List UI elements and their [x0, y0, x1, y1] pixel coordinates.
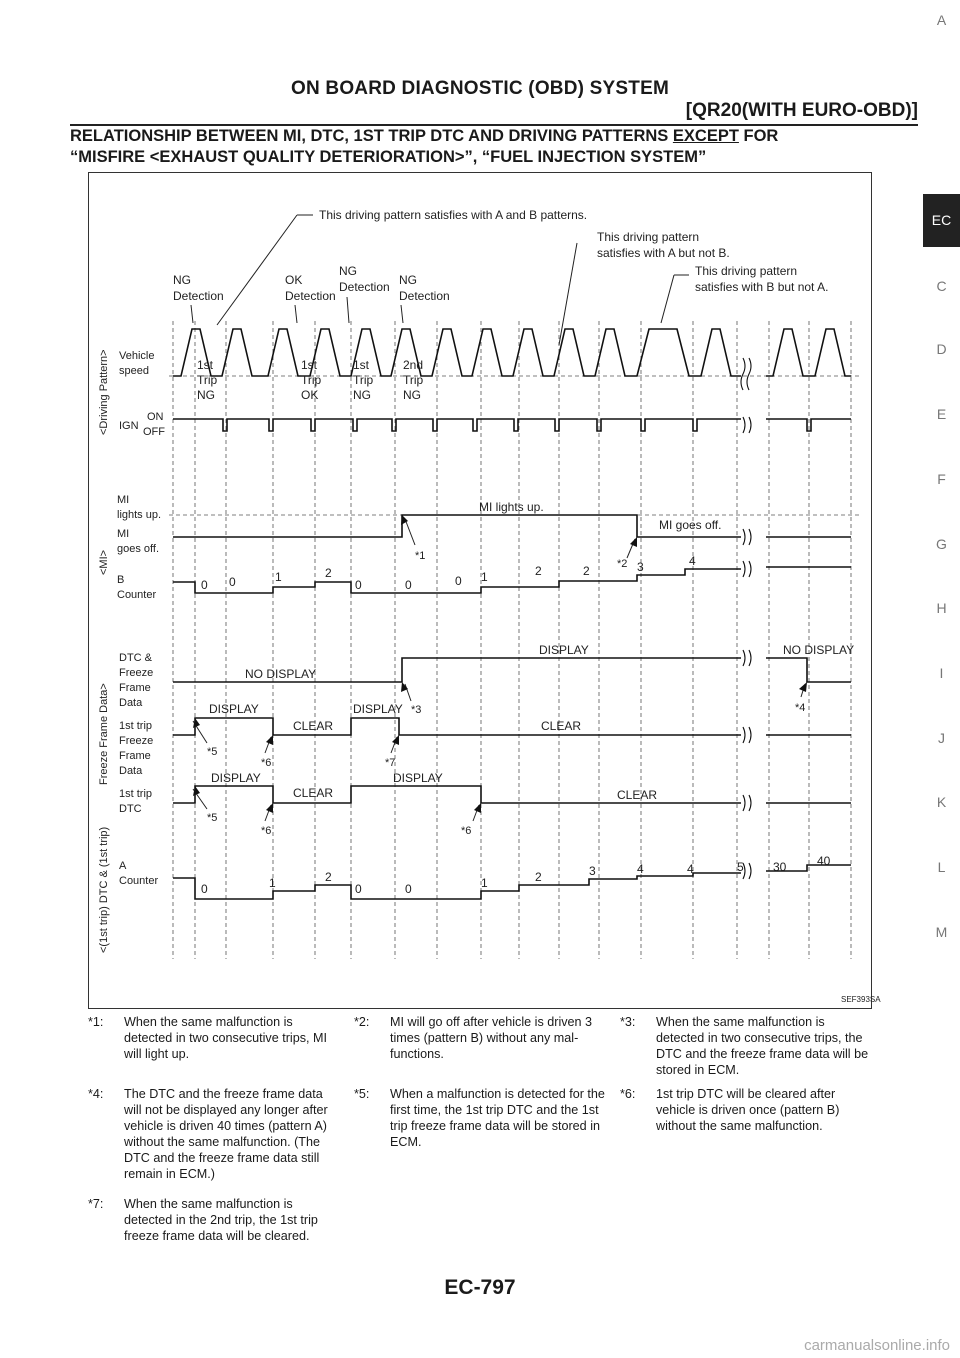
trip-2-a: 1st [301, 358, 318, 372]
group-label-driving: <Driving Pattern> [98, 349, 110, 435]
trip-1-b: Trip [197, 373, 218, 387]
page-header-subtitle: [QR20(WITH EURO-OBD)] [685, 100, 918, 121]
note-2-arrowhead [630, 537, 637, 547]
trip-3-c: NG [353, 388, 371, 402]
trip-3-b: Trip [353, 373, 374, 387]
detection-1-a: NG [173, 273, 191, 287]
note-4-text: The DTC and the freeze frame data will not be displayed any longer after vehicle is driven 40 times (pattern A) without the same malfunction. (The DTC and the freeze frame data still remain in ECM.) [124, 1087, 328, 1181]
side-index-g[interactable]: G [936, 536, 947, 552]
a-counter-value: 1 [481, 876, 488, 890]
row-label-ft-ffd-4: Data [119, 765, 143, 777]
b-counter-value: 0 [455, 574, 462, 588]
detection-3-b: Detection [339, 280, 390, 294]
section-title-except: EXCEPT [672, 127, 739, 145]
callout-a-not-b-2: satisfies with A but not B. [597, 246, 730, 260]
b-counter-value: 4 [689, 554, 696, 568]
side-index-i[interactable]: I [939, 665, 944, 681]
note-6b-mark: *6 [261, 825, 272, 837]
timing-diagram [89, 173, 881, 1010]
detection-2-b: Detection [285, 289, 336, 303]
break-dtc [743, 650, 751, 666]
note-7-text: When the same malfunction is detected in the 2nd trip, the 1st trip freeze frame data will be cleared. [124, 1197, 318, 1243]
note-1-key: *1: [88, 1015, 104, 1029]
detection-3-arrow [347, 297, 349, 323]
trip-1-a: 1st [197, 358, 214, 372]
note-5a-arrowhead [193, 718, 200, 728]
detection-4-a: NG [399, 273, 417, 287]
row-label-mi-off-2: goes off. [117, 543, 159, 555]
watermark: carmanualsonline.info [804, 1337, 950, 1354]
detection-4-arrow [401, 305, 403, 323]
side-index-a[interactable]: A [936, 12, 947, 28]
row-label-dtc-ffd-4: Data [119, 697, 143, 709]
group-label-mi: <MI> [98, 549, 110, 575]
note-3-key: *3: [620, 1015, 636, 1029]
trip-4-c: NG [403, 388, 421, 402]
note-7-arrowhead [392, 735, 399, 745]
row-label-mi-off-1: MI [117, 528, 130, 540]
b-counter-value: 2 [325, 566, 332, 580]
break-a [743, 863, 751, 879]
row-label-ft-dtc-1: 1st trip [119, 788, 153, 800]
ft-dtc-display-1: DISPLAY [211, 771, 261, 785]
note-6a-mark: *6 [261, 757, 272, 769]
row-label-ft-ffd-3: Frame [119, 750, 151, 762]
note-6c-arrowhead [474, 803, 481, 813]
ign-waveform [173, 419, 851, 431]
trip-4-b: Trip [403, 373, 424, 387]
note-4-arrowhead [799, 682, 807, 692]
a-counter-value: 30 [773, 860, 787, 874]
mi-waveform [173, 515, 851, 537]
note-5a-mark: *5 [207, 746, 218, 758]
a-counter-value: 3 [589, 864, 596, 878]
ft-dtc-display-2: DISPLAY [393, 771, 443, 785]
note-3-mark: *3 [411, 704, 422, 716]
ft-dtc-clear-2: CLEAR [617, 788, 658, 802]
a-counter-value: 2 [535, 870, 542, 884]
row-label-dtc-ffd-2: Freeze [119, 667, 154, 679]
row-label-b-counter-2: Counter [117, 589, 157, 601]
group-label-freeze: Freeze Frame Data> [98, 683, 110, 785]
a-counter-value: 5 [737, 860, 744, 874]
row-label-a-counter-1: A [119, 860, 127, 872]
note-6-text: 1st trip DTC will be cleared after vehicle is driven once (pattern B) without the same malfunction. [656, 1087, 840, 1133]
note-1-text: When the same malfunction is detected in two consecutive trips, MI will light up. [124, 1015, 327, 1061]
dtc-ffd-display: DISPLAY [539, 643, 589, 657]
timing-diagram-figure [88, 172, 881, 1009]
a-counter-value: 2 [325, 870, 332, 884]
note-2-key: *2: [354, 1015, 370, 1029]
ft-ffd-clear-1: CLEAR [293, 719, 334, 733]
b-counter-value: 0 [201, 578, 208, 592]
detection-4-b: Detection [399, 289, 450, 303]
reference-lines [169, 376, 859, 515]
section-title [70, 126, 870, 168]
a-counter-value: 0 [405, 882, 412, 896]
detection-2-a: OK [285, 273, 303, 287]
row-label-b-counter-1: B [117, 574, 125, 586]
trip-3-a: 1st [353, 358, 370, 372]
note-6-key: *6: [620, 1087, 636, 1101]
note-6c-mark: *6 [461, 825, 472, 837]
section-title-part1: RELATIONSHIP BETWEEN MI, DTC, 1ST TRIP DTC AND DRIVING PATTERNS [70, 127, 673, 145]
row-label-dtc-ffd-3: Frame [119, 682, 151, 694]
side-index-j[interactable]: J [938, 730, 945, 746]
page-number: EC-797 [444, 1276, 516, 1299]
detection-1-arrow [191, 305, 193, 323]
a-counter-value: 40 [817, 854, 831, 868]
note-5b-arrowhead [193, 786, 200, 796]
note-5b-mark: *5 [207, 812, 218, 824]
ft-ffd-waveform [173, 718, 851, 735]
a-counter-value: 0 [201, 882, 208, 896]
break-ftffd [743, 727, 751, 743]
vehicle-speed-waveform [173, 329, 851, 376]
ft-dtc-waveform [173, 786, 851, 803]
break-ign [743, 417, 751, 433]
trip-4-a: 2nd [403, 358, 424, 372]
trip-2-b: Trip [301, 373, 322, 387]
break-marks [741, 358, 751, 879]
dtc-ffd-no-display-1: NO DISPLAY [245, 667, 317, 681]
row-label-ign: IGN [119, 420, 139, 432]
callout-ab-leader2 [217, 215, 297, 325]
side-index-l[interactable]: L [937, 859, 946, 875]
side-index-d[interactable]: D [936, 341, 947, 357]
b-counter-value: 1 [481, 570, 488, 584]
ft-ffd-display-2: DISPLAY [353, 702, 403, 716]
note-5-text: When a malfunction is detected for the first time, the 1st trip DTC and the 1st trip freeze frame data will be stored in ECM. [390, 1087, 605, 1149]
a-counter-value: 4 [687, 862, 694, 876]
side-index-e[interactable]: E [936, 406, 947, 422]
callout-b-not-a-1: This driving pattern [695, 264, 798, 278]
note-3-leader [405, 684, 411, 701]
b-counter-value: 2 [583, 564, 590, 578]
callout-b-not-a-2: satisfies with B but not A. [695, 280, 829, 294]
side-index-f[interactable]: F [937, 471, 946, 487]
group-label-dtc: <(1st trip) DTC & (1st trip) [98, 826, 110, 953]
section-title-part2: FOR [738, 127, 779, 145]
a-counter-value: 4 [637, 862, 644, 876]
note-4-key: *4: [88, 1087, 104, 1101]
row-label-a-counter-2: Counter [119, 875, 159, 887]
b-counter-value: 3 [637, 560, 644, 574]
row-label-dtc-ffd-1: DTC & [119, 652, 152, 664]
note-7-key: *7: [88, 1197, 104, 1211]
ft-ffd-clear-2: CLEAR [541, 719, 582, 733]
side-index-k[interactable]: K [936, 794, 947, 810]
a-counter-value: 0 [355, 882, 362, 896]
row-label-vehicle-1: Vehicle [119, 350, 155, 362]
break-ftdtc [743, 795, 751, 811]
side-index-ec[interactable]: EC [923, 194, 960, 247]
note-7-mark: *7 [385, 757, 396, 769]
note-5-key: *5: [354, 1087, 370, 1101]
page-header-title: ON BOARD DIAGNOSTIC (OBD) SYSTEM [291, 78, 669, 99]
callout-b-not-a-leader2 [661, 275, 674, 323]
callout-a-not-b-1: This driving pattern [597, 230, 700, 244]
b-counter-value: 1 [275, 570, 282, 584]
mi-goes-off-label: MI goes off. [659, 518, 722, 532]
row-label-ft-ffd-1: 1st trip [119, 720, 153, 732]
ft-ffd-display-1: DISPLAY [209, 702, 259, 716]
b-counter-value: 0 [229, 575, 236, 589]
detection-3-a: NG [339, 264, 357, 278]
row-label-ft-dtc-2: DTC [119, 803, 142, 815]
trip-2-c: OK [301, 388, 319, 402]
figure-id: SEF393SA [841, 995, 881, 1004]
row-label-mi-lights-2: lights up. [117, 509, 162, 521]
side-index-c[interactable]: C [936, 278, 947, 294]
b-counter-value: 0 [355, 578, 362, 592]
break-speed [741, 358, 751, 390]
callout-ab: This driving pattern satisfies with A and B patterns. [319, 208, 588, 222]
b-counter-value: 2 [535, 564, 542, 578]
detection-1-b: Detection [173, 289, 224, 303]
mi-lights-up-label: MI lights up. [479, 500, 544, 514]
b-counter-value: 0 [405, 578, 412, 592]
side-index [923, 0, 960, 1358]
detection-2-arrow [295, 305, 297, 323]
side-index-m[interactable]: M [935, 924, 948, 940]
side-index-h[interactable]: H [936, 600, 947, 616]
section-title-line2: “MISFIRE <EXHAUST QUALITY DETERIORATION>”, “FUEL INJECTION SYSTEM” [70, 148, 707, 166]
break-b [743, 561, 751, 577]
trip-1-c: NG [197, 388, 215, 402]
note-2-text: MI will go off after vehicle is driven 3 times (pattern B) without any mal-functions. [390, 1015, 593, 1061]
row-label-ign-off: OFF [143, 426, 165, 438]
note-3-text: When the same malfunction is detected in two consecutive trips, the DTC and the freeze frame data will be stored in ECM. [656, 1015, 869, 1077]
row-label-mi-lights-1: MI [117, 494, 130, 506]
a-counter-labels [201, 854, 831, 896]
note-1-leader [405, 519, 415, 545]
row-label-ign-on: ON [147, 411, 164, 423]
note-1-mark: *1 [415, 550, 426, 562]
note-6a-arrowhead [266, 735, 273, 745]
note-6b-arrowhead [266, 803, 273, 813]
break-mi [743, 529, 751, 545]
note-4-mark: *4 [795, 702, 806, 714]
ft-dtc-clear-1: CLEAR [293, 786, 334, 800]
row-label-ft-ffd-2: Freeze [119, 735, 154, 747]
dtc-ffd-no-display-2: NO DISPLAY [783, 643, 855, 657]
row-label-vehicle-2: speed [119, 365, 149, 377]
a-counter-value: 1 [269, 876, 276, 890]
note-2-mark: *2 [617, 558, 628, 570]
